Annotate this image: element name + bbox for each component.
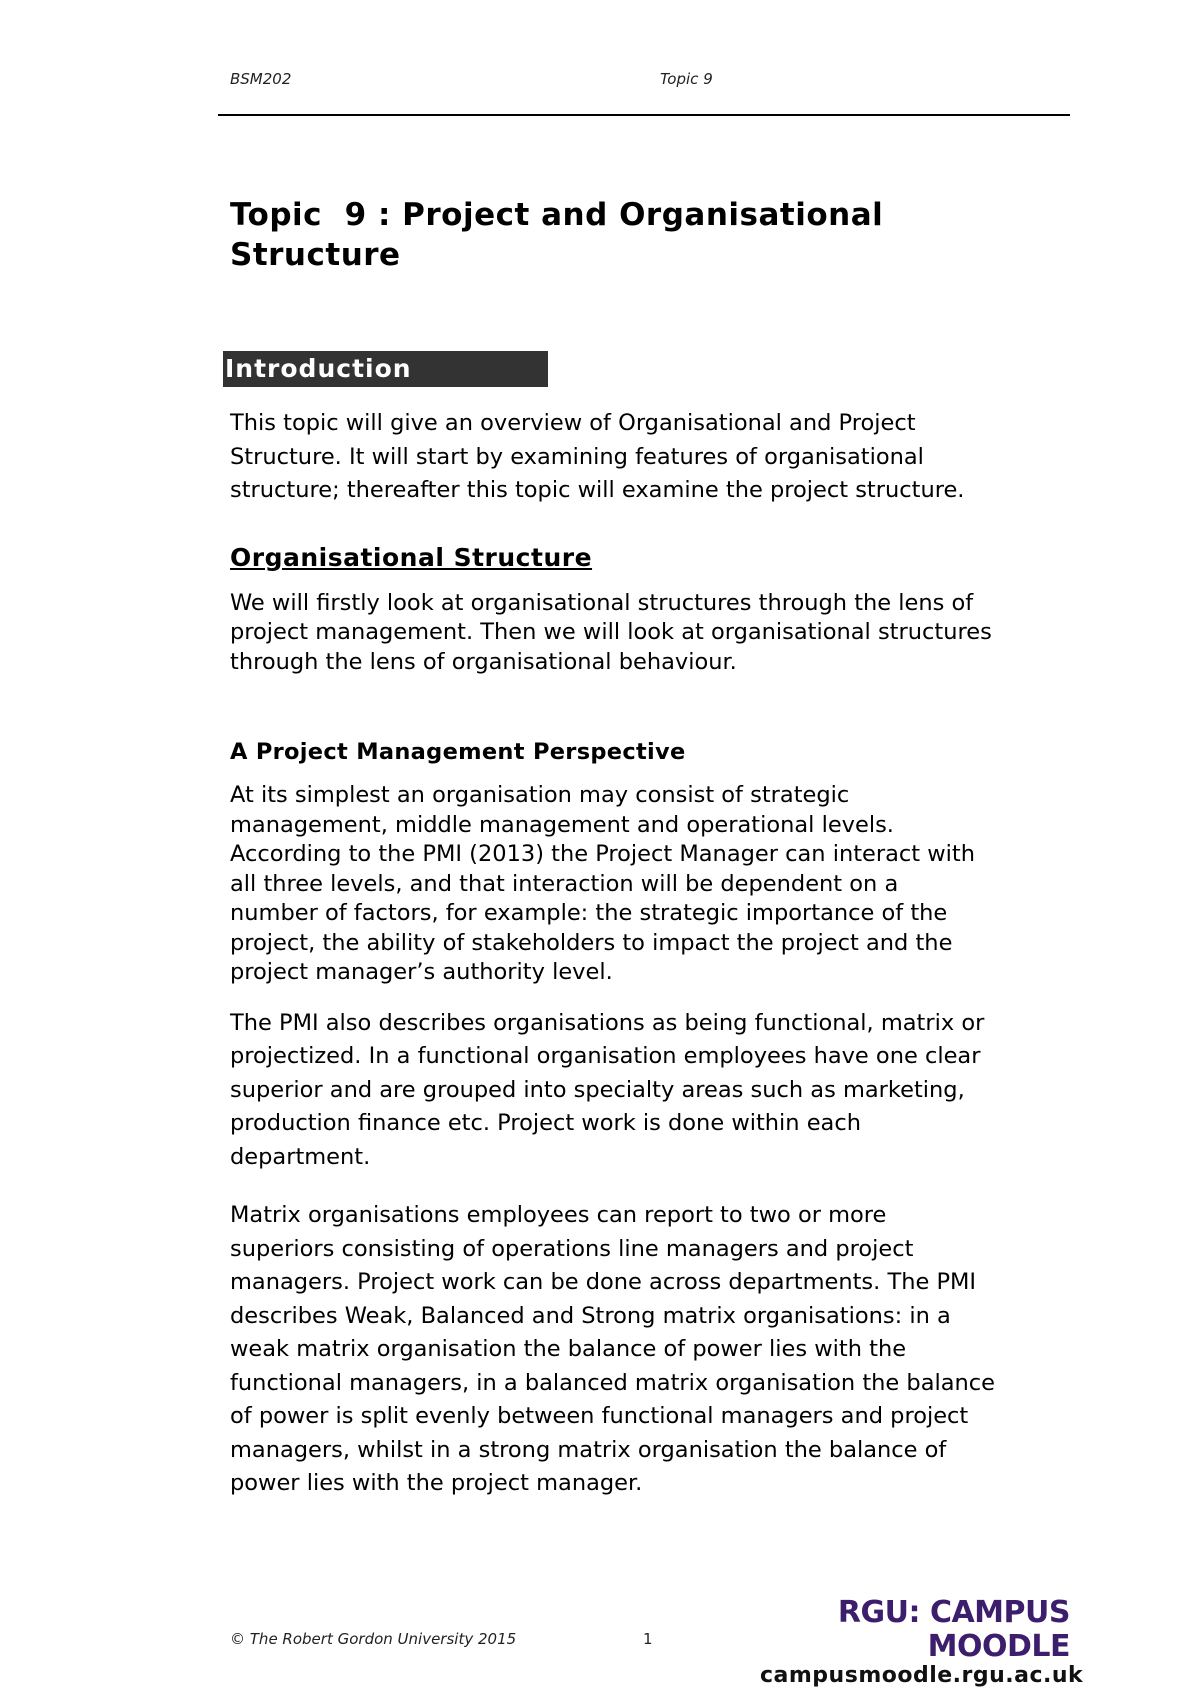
text-line: superior and are grouped into specialty areas such as marketing, xyxy=(230,1076,965,1103)
text-line: The PMI also describes organisations as being functional, matrix or xyxy=(230,1009,985,1036)
text-line: functional managers, in a balanced matrix organisation the balance xyxy=(230,1369,995,1396)
text-line: of power is split evenly between functional managers and project xyxy=(230,1403,969,1429)
text-line: structure; thereafter this topic will examine the project structure. xyxy=(230,477,965,503)
copyright-notice: © The Robert Gordon University 2015 xyxy=(230,1630,517,1648)
text-line: production finance etc. Project work is done within each xyxy=(230,1110,861,1136)
text-line: Structure. It will start by examining features of organisational xyxy=(230,443,924,470)
header-rule xyxy=(218,114,1070,116)
introduction-paragraph xyxy=(230,407,1070,508)
text-line: number of factors, for example: the strategic importance of the xyxy=(230,900,948,926)
course-code: BSM202 xyxy=(230,70,292,88)
text-line: project management. Then we will look at organisational structures xyxy=(230,619,992,645)
organisational-structure-paragraph xyxy=(230,589,1070,678)
introduction-heading: Introduction xyxy=(223,351,548,387)
header-topic-label: Topic 9 xyxy=(660,70,713,88)
page-number: 1 xyxy=(643,1630,653,1648)
title-line-2: Structure xyxy=(230,237,401,273)
text-line: At its simplest an organisation may consist of strategic xyxy=(230,782,850,808)
heading-text: Organisational Structure xyxy=(230,542,593,572)
text-line: department. xyxy=(230,1143,371,1170)
text-line: This topic will give an overview of Organisational and Project xyxy=(230,410,916,436)
document-body xyxy=(225,195,1070,1501)
text-line: management, middle management and operational levels. xyxy=(230,811,894,838)
pm-perspective-heading: A Project Management Perspective xyxy=(230,739,686,765)
text-line: project manager’s authority level. xyxy=(230,959,613,985)
title-line-1: Topic 9 : Project and Organisational xyxy=(230,197,884,233)
text-line: project, the ability of stakeholders to impact the project and the xyxy=(230,929,953,956)
logo-main-text: RGU: CAMPUS MOODLE xyxy=(837,1595,1070,1664)
logo-url-text: campusmoodle.rgu.ac.uk xyxy=(760,1663,1084,1688)
text-line: power lies with the project manager. xyxy=(230,1470,643,1496)
pm-paragraph-1 xyxy=(230,781,1070,988)
text-line: projectized. In a functional organisation employees have one clear xyxy=(230,1043,981,1069)
text-line: through the lens of organisational behaviour. xyxy=(230,648,737,675)
text-line: describes Weak, Balanced and Strong matrix organisations: in a xyxy=(230,1302,951,1329)
organisational-structure-heading xyxy=(230,543,1070,572)
text-line: Matrix organisations employees can report to two or more xyxy=(230,1202,887,1228)
text-line: superiors consisting of operations line managers and project xyxy=(230,1235,914,1262)
text-line: weak matrix organisation the balance of power lies with the xyxy=(230,1336,907,1362)
text-line: managers, whilst in a strong matrix organisation the balance of xyxy=(230,1436,947,1463)
text-line: According to the PMI (2013) the Project Manager can interact with xyxy=(230,841,975,867)
pm-paragraph-2 xyxy=(230,1007,1070,1175)
pm-paragraph-3 xyxy=(230,1199,1070,1501)
text-line: We will firstly look at organisational structures through the lens of xyxy=(230,589,974,616)
document-title xyxy=(230,195,1070,275)
rgu-campus-moodle-logo xyxy=(760,1595,1084,1688)
text-line: managers. Project work can be done across departments. The PMI xyxy=(230,1269,977,1295)
text-line: all three levels, and that interaction will be dependent on a xyxy=(230,870,899,897)
